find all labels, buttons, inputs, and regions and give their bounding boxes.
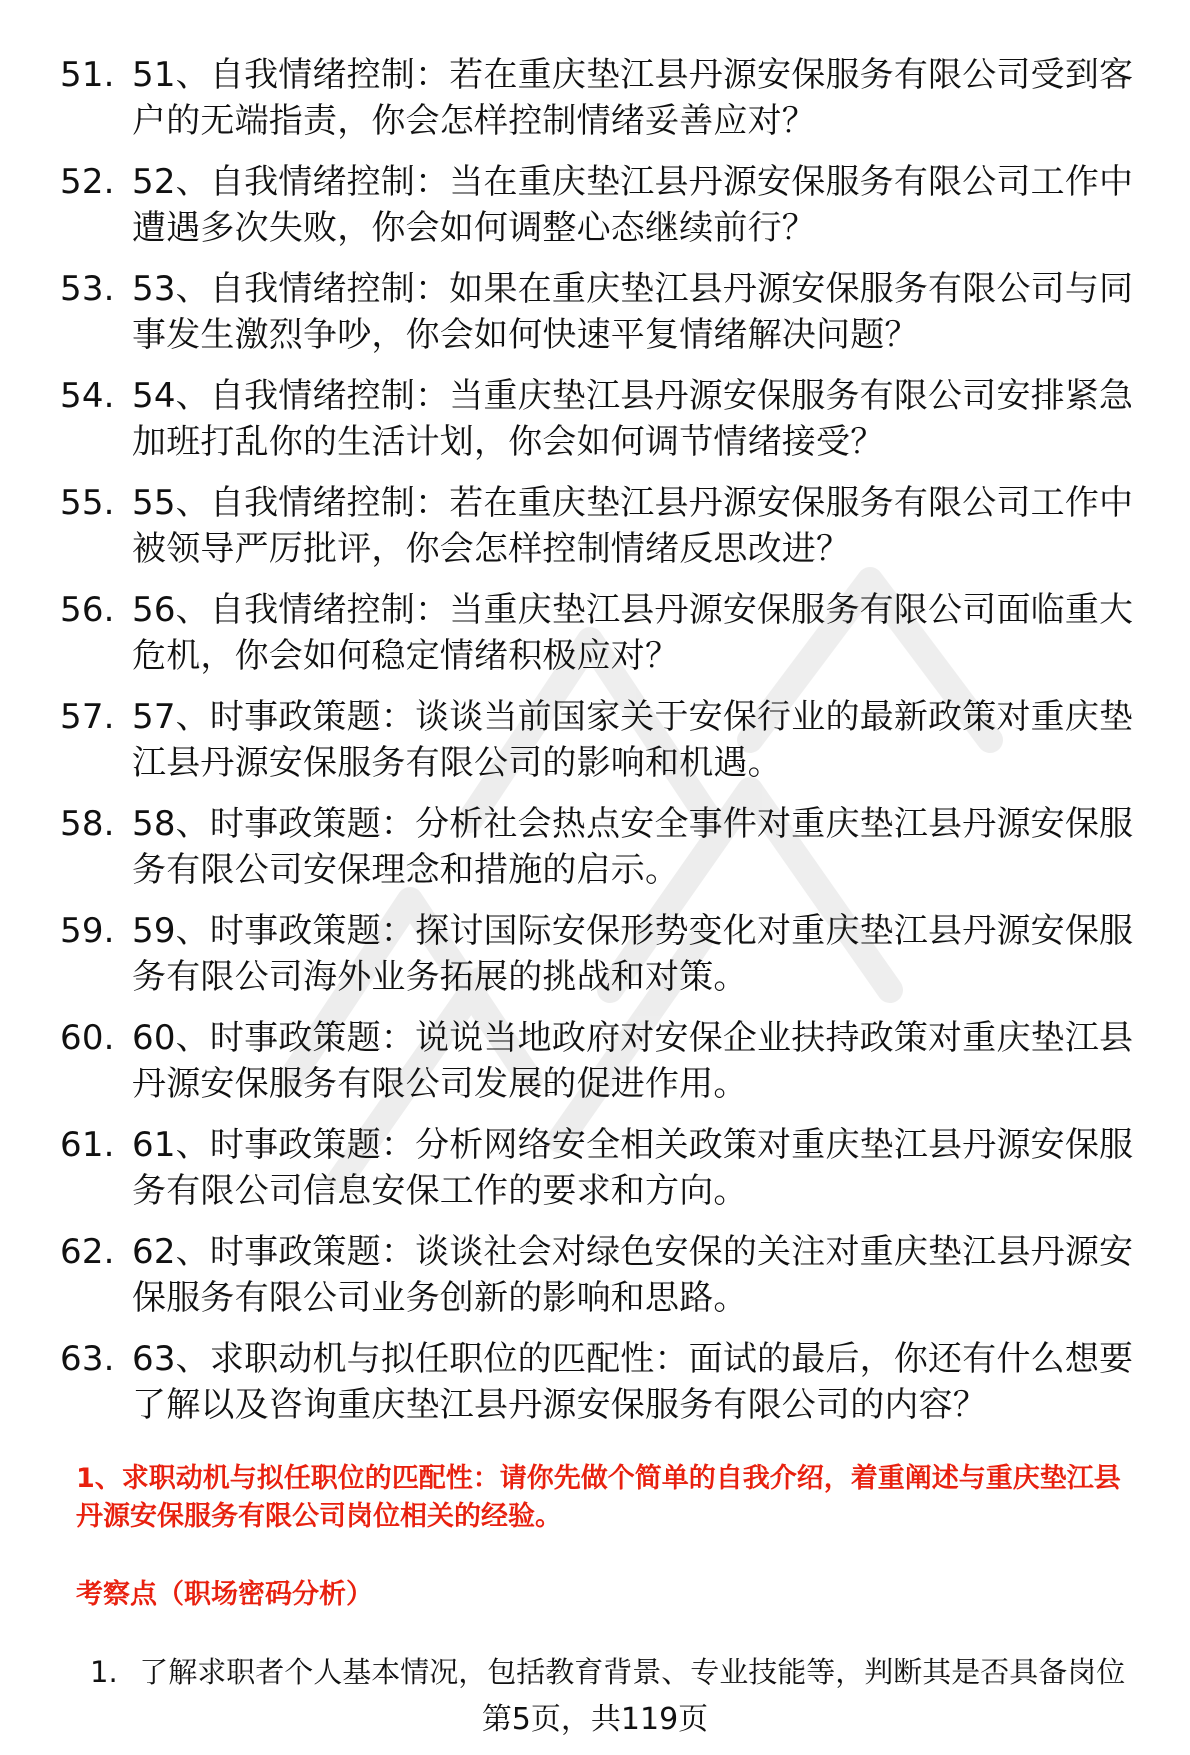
list-item [60,52,1160,144]
item-text: 53、自我情绪控制：如果在重庆垫江县丹源安保服务有限公司与同事发生激烈争吵，你会如何快速平复情绪解决问题？ [132,269,1134,355]
list-item [60,694,1160,786]
list-item [60,1336,1160,1428]
list-item [60,373,1160,465]
list-item [60,1015,1160,1107]
list-item [60,587,1160,679]
item-number: 61. [60,1125,115,1165]
item-text: 62、时事政策题：谈谈社会对绿色安保的关注对重庆垫江县丹源安保服务有限公司业务创新的影响和思路。 [132,1232,1134,1318]
item-text: 59、时事政策题：探讨国际安保形势变化对重庆垫江县丹源安保服务有限公司海外业务拓展的挑战和对策。 [132,911,1134,997]
item-number: 57. [60,697,115,737]
item-number: 55. [60,483,115,523]
page-number: 第5页，共119页 [481,1702,709,1737]
item-number: 51. [60,55,115,95]
item-text: 61、时事政策题：分析网络安全相关政策对重庆垫江县丹源安保服务有限公司信息安保工作的要求和方向。 [132,1125,1134,1211]
list-item [90,1652,1170,1692]
item-number: 1. [90,1655,118,1689]
item-text: 63、求职动机与拟任职位的匹配性：面试的最后，你还有什么想要了解以及咨询重庆垫江县丹源安保服务有限公司的内容？ [132,1339,1134,1425]
list-item [60,480,1160,572]
list-item [60,1122,1160,1214]
item-number: 53. [60,269,115,309]
analysis-point-list [90,1652,1170,1692]
item-text: 60、时事政策题：说说当地政府对安保企业扶持政策对重庆垫江县丹源安保服务有限公司发展的促进作用。 [132,1018,1134,1104]
item-number: 59. [60,911,115,951]
item-text: 51、自我情绪控制：若在重庆垫江县丹源安保服务有限公司受到客户的无端指责，你会怎样控制情绪妥善应对？ [132,55,1134,141]
item-text: 58、时事政策题：分析社会热点安全事件对重庆垫江县丹源安保服务有限公司安保理念和措施的启示。 [132,804,1134,890]
item-text: 55、自我情绪控制：若在重庆垫江县丹源安保服务有限公司工作中被领导严厉批评，你会怎样控制情绪反思改进？ [132,483,1134,569]
item-number: 56. [60,590,115,630]
item-number: 58. [60,804,115,844]
item-number: 54. [60,376,115,416]
section-subheading: 考察点（职场密码分析） [76,1579,373,1610]
section-heading: 1、求职动机与拟任职位的匹配性：请你先做个简单的自我介绍，着重阐述与重庆垫江县丹源安保服务有限公司岗位相关的经验。 [76,1463,1121,1532]
list-item [60,159,1160,251]
question-list [60,52,1160,1443]
list-item [60,908,1160,1000]
list-item [60,801,1160,893]
item-number: 60. [60,1018,115,1058]
item-number: 63. [60,1339,115,1379]
item-number: 62. [60,1232,115,1272]
list-item [60,266,1160,358]
item-text: 56、自我情绪控制：当重庆垫江县丹源安保服务有限公司面临重大危机，你会如何稳定情绪积极应对？ [132,590,1134,676]
item-number: 52. [60,162,115,202]
item-text: 了解求职者个人基本情况，包括教育背景、专业技能等，判断其是否具备岗位 [139,1655,1126,1689]
list-item [60,1229,1160,1321]
item-text: 52、自我情绪控制：当在重庆垫江县丹源安保服务有限公司工作中遭遇多次失败，你会如何调整心态继续前行？ [132,162,1134,248]
item-text: 54、自我情绪控制：当重庆垫江县丹源安保服务有限公司安排紧急加班打乱你的生活计划，你会如何调节情绪接受？ [132,376,1134,462]
item-text: 57、时事政策题：谈谈当前国家关于安保行业的最新政策对重庆垫江县丹源安保服务有限公司的影响和机遇。 [132,697,1134,783]
